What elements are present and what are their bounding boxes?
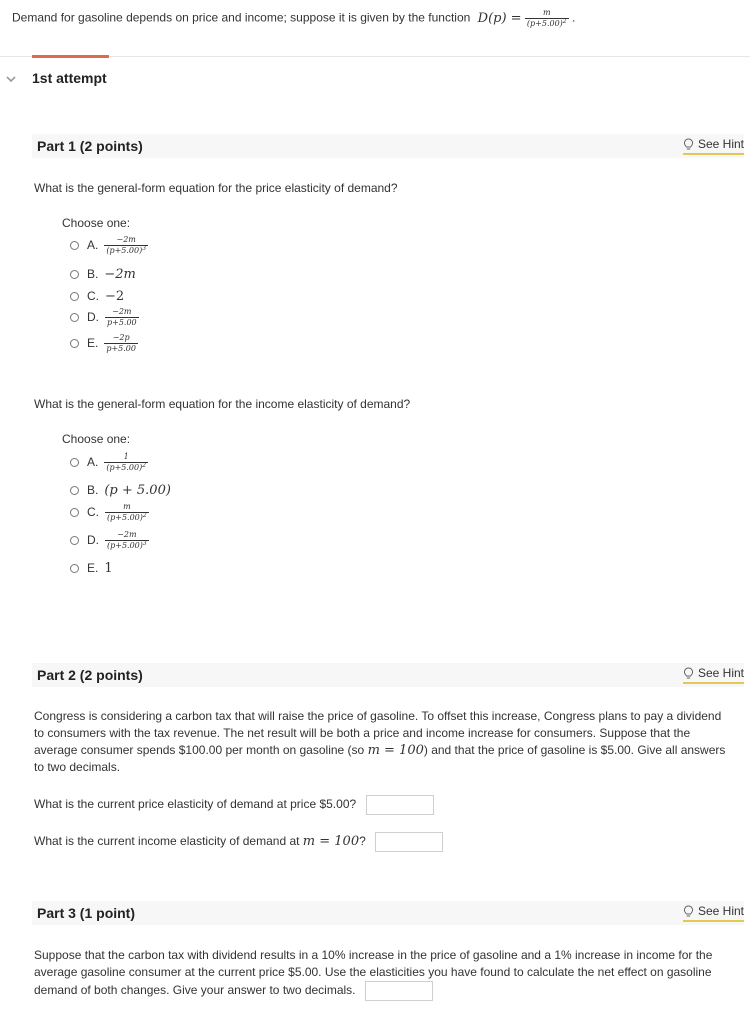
part2-hint-label: See Hint: [697, 666, 744, 680]
part3-text: Suppose that the carbon tax with dividend results in a 10% increase in the price of gasoline and a 1% increase in income for the average gasoline consumer at the current price $5.00. Use the elasticities you have found to calculate the net effect on gasoline demand of both changes. Give your answer to two decimals.: [34, 948, 713, 998]
option-expression: 1: [104, 560, 113, 576]
net-effect-answer-input[interactable]: [365, 981, 433, 1001]
part2-see-hint-link[interactable]: [683, 666, 744, 684]
part2-para-math: m = 100: [367, 743, 424, 758]
part1-q1-option-c[interactable]: [70, 286, 124, 306]
option-expression: (p + 5.00): [104, 482, 171, 498]
part1-q2-option-e[interactable]: [70, 558, 113, 578]
problem-statement: [12, 8, 575, 29]
radio-button[interactable]: [70, 313, 79, 322]
chevron-down-icon[interactable]: [4, 72, 18, 86]
option-label: D.: [87, 310, 99, 324]
function-trail: .: [571, 10, 576, 25]
part1-title: Part 1 (2 points): [37, 138, 143, 154]
part1-q1-text: What is the general-form equation for the price elasticity of demand?: [34, 181, 398, 195]
part2-title: Part 2 (2 points): [37, 667, 143, 683]
option-label: A.: [87, 455, 99, 469]
part1-q2-text: What is the general-form equation for the income elasticity of demand?: [34, 397, 411, 411]
part1-q2-option-a[interactable]: [70, 452, 148, 472]
option-expression: −2: [105, 288, 125, 304]
function-lhs: D(p) =: [477, 10, 522, 26]
part1-see-hint-link[interactable]: [683, 137, 744, 155]
option-fraction: $\frac{-2m}{(p+5.00)^3}$: [106, 234, 147, 255]
part3-hint-label: See Hint: [697, 904, 744, 918]
radio-button[interactable]: [70, 508, 79, 517]
radio-button[interactable]: [70, 486, 79, 495]
part2-q2-trail: ?: [359, 834, 366, 849]
part2-q2-row: [34, 832, 443, 852]
part1-q1-option-b[interactable]: [70, 264, 136, 284]
attempt-tab-accent: [32, 55, 109, 58]
part2-q2-math: m = 100: [302, 834, 360, 850]
option-label: D.: [87, 533, 99, 547]
part1-q1-option-a[interactable]: [70, 235, 148, 255]
option-label: E.: [87, 561, 99, 575]
radio-button[interactable]: [70, 564, 79, 573]
part2-q2-text: What is the current income elasticity of demand at: [34, 834, 300, 849]
option-expression: −2m: [104, 266, 136, 282]
lightbulb-icon: [683, 138, 694, 151]
radio-button[interactable]: [70, 536, 79, 545]
divider: [0, 56, 750, 57]
income-elasticity-answer-input[interactable]: [375, 832, 443, 852]
lightbulb-icon: [683, 905, 694, 918]
problem-text: Demand for gasoline depends on price and income; suppose it is given by the function: [12, 10, 471, 25]
part1-q2-option-d[interactable]: [70, 530, 149, 550]
option-label: C.: [87, 289, 99, 303]
part1-hint-label: See Hint: [697, 137, 744, 151]
part3-header: [32, 901, 744, 925]
option-fraction: $\frac{-2m}{p+5.00}$: [107, 306, 137, 327]
part2-q1-text: What is the current price elasticity of demand at price $5.00?: [34, 797, 357, 812]
radio-button[interactable]: [70, 339, 79, 348]
option-fraction: $\frac{1}{(p+5.00)^2}$: [106, 451, 147, 472]
function-fraction: $\frac{m}{(p+5.00)^2}$: [526, 8, 567, 28]
option-label: B.: [87, 483, 99, 497]
option-label: A.: [87, 238, 99, 252]
part3-paragraph: [34, 947, 734, 1001]
part1-q1-choose-label: Choose one:: [62, 216, 131, 230]
radio-button[interactable]: [70, 292, 79, 301]
option-label: B.: [87, 267, 99, 281]
part2-para-text-a: Congress is considering a carbon tax that will raise the price of gasoline. To offset this increase, Congress plans to pay a dividend to consumers with the tax revenue. The net result will be both a price and income increase for consumers. Suppose that the average consumer spends $100.00 per month on gasoline (so: [34, 709, 722, 757]
radio-button[interactable]: [70, 241, 79, 250]
part2-paragraph: [34, 708, 734, 776]
part1-q2-choose-label: Choose one:: [62, 432, 131, 446]
option-label: E.: [87, 336, 99, 350]
radio-button[interactable]: [70, 458, 79, 467]
part1-q1-option-e[interactable]: [70, 333, 138, 353]
option-fraction: $\frac{m}{(p+5.00)^2}$: [107, 501, 147, 522]
part2-header: [32, 663, 744, 687]
part1-header: [32, 134, 744, 158]
part1-q1-option-d[interactable]: [70, 307, 139, 327]
price-elasticity-answer-input[interactable]: [366, 795, 434, 815]
radio-button[interactable]: [70, 270, 79, 279]
option-fraction: $\frac{-2m}{(p+5.00)^3}$: [107, 529, 147, 550]
part1-q2-option-b[interactable]: [70, 480, 171, 500]
option-fraction: $\frac{-2p}{p+5.00}$: [106, 332, 136, 353]
part2-para-text-b: ) and that the price of gasoline is $5.00. Give all answers to two decimals.: [34, 743, 726, 774]
part3-see-hint-link[interactable]: [683, 904, 744, 922]
part1-q2-option-c[interactable]: [70, 502, 149, 522]
part3-title: Part 3 (1 point): [37, 905, 136, 921]
part2-q1-row: [34, 795, 434, 815]
option-label: C.: [87, 505, 99, 519]
attempt-title: 1st attempt: [32, 70, 107, 86]
lightbulb-icon: [683, 667, 694, 680]
